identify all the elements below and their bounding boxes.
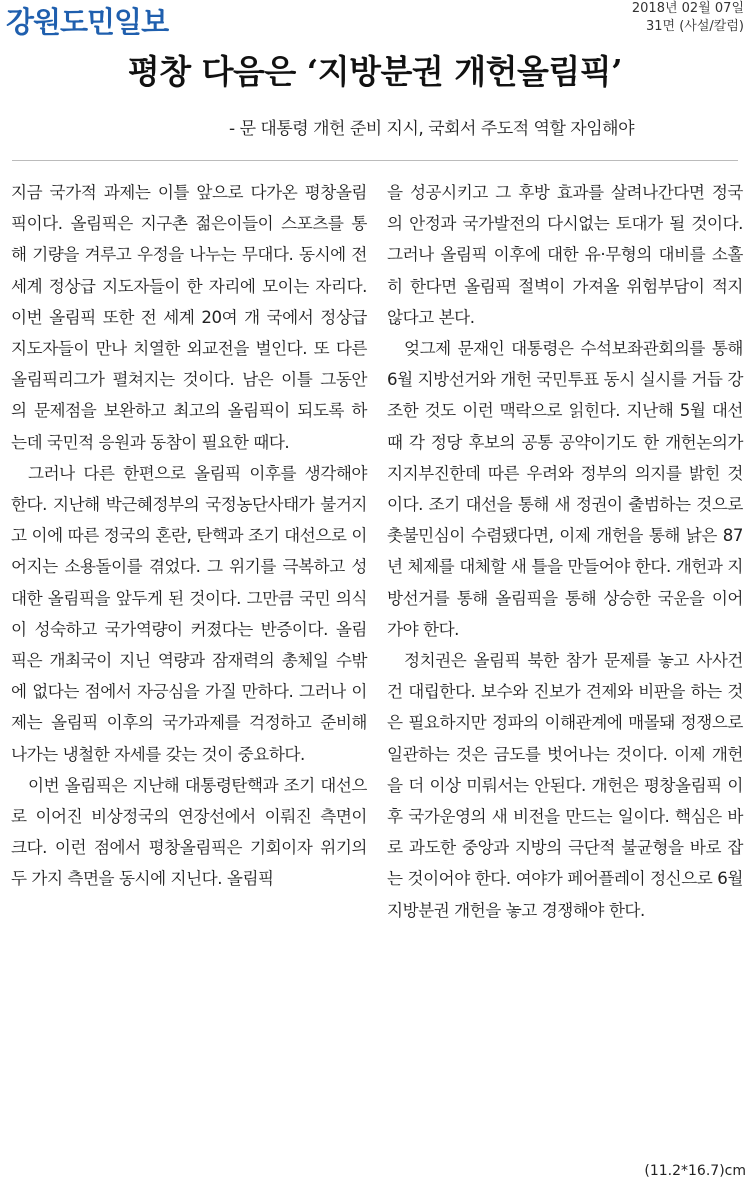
article-column-right — [387, 177, 743, 926]
article-column-left — [11, 177, 367, 895]
page-section: 31면 (사설/칼럼) — [646, 19, 744, 34]
paragraph: 정치권은 올림픽 북한 참가 문제를 놓고 사사건건 대립한다. 보수와 진보가 견제와 비판을 하는 것은 필요하지만 정파의 이해관계에 매몰돼 정쟁으로 일관하는 것은 금도를 벗어나는 것이다. 이제 개헌을 더 이상 미뤄서는 안된다. 개헌은 평창올림픽 이후 국가운영의 새 비전을 만드는 일이다. 핵심은 바로 과도한 중앙과 지방의 극단적 불균형을 바로 잡는 것이어야 한다. 여야가 페어플레이 정신으로 6월 지방분권 개헌을 놓고 경쟁해야 한다. — [387, 651, 743, 920]
newspaper-logo: 강원도민일보 — [6, 5, 169, 39]
article-size-note: (11.2*16.7)cm — [644, 1163, 746, 1179]
header-divider — [12, 160, 738, 161]
paragraph: 그러나 다른 한편으로 올림픽 이후를 생각해야 한다. 지난해 박근혜정부의 국정농단사태가 불거지고 이에 따른 정국의 혼란, 탄핵과 조기 대선으로 이어지는 소용돌이를 겪었다. 그 위기를 극복하고 성대한 올림픽을 앞두게 된 것이다. 그만큼 국민 의식이 성숙하고 국가역량이 커졌다는 반증이다. 올림픽은 개최국이 지닌 역량과 잠재력의 총체일 수밖에 없다는 점에서 자긍심을 가질 만하다. 그러나 이제는 올림픽 이후의 국가과제를 걱정하고 준비해 나가는 냉철한 자세를 갖는 것이 중요하다. — [11, 463, 367, 764]
article-subheadline: - 문 대통령 개헌 준비 지시, 국회서 주도적 역할 자임해야 — [229, 119, 634, 139]
paragraph: 을 성공시키고 그 후방 효과를 살려나간다면 정국의 안정과 국가발전의 다시없는 토대가 될 것이다. 그러나 올림픽 이후에 대한 유·무형의 대비를 소홀히 한다면 올림픽 절벽이 가져올 위험부담이 적지 않다고 본다. — [387, 183, 743, 327]
publication-meta — [632, 0, 744, 36]
article-headline: 평창 다음은 ‘지방분권 개헌올림픽’ — [127, 52, 623, 91]
publication-date: 2018년 02월 07일 — [631, 1, 744, 16]
paragraph: 지금 국가적 과제는 이틀 앞으로 다가온 평창올림픽이다. 올림픽은 지구촌 젊은이들이 스포츠를 통해 기량을 겨루고 우정을 나누는 무대다. 동시에 전 세계 정상급 지도자들이 한 자리에 모이는 자리다. 이번 올림픽 또한 전 세계 20여 개 국에서 정상급 지도자들이 만나 치열한 외교전을 벌인다. 또 다른 올림픽리그가 펼쳐지는 것이다. 남은 이틀 그동안의 문제점을 보완하고 최고의 올림픽이 되도록 하는데 국민적 응원과 동참이 필요한 때다. — [11, 183, 367, 452]
paragraph: 엊그제 문재인 대통령은 수석보좌관회의를 통해 6월 지방선거와 개헌 국민투표 동시 실시를 거듭 강조한 것도 이런 맥락으로 읽힌다. 지난해 5월 대선 때 각 정당 후보의 공통 공약이기도 한 개헌논의가 지지부진한데 따른 우려와 정부의 의지를 밝힌 것이다. 조기 대선을 통해 새 정권이 출범하는 것으로 촛불민심이 수렴됐다면, 이제 개헌을 통해 낡은 87년 체제를 대체할 새 틀을 만들어야 한다. 개헌과 지방선거를 통해 올림픽을 통해 상승한 국운을 이어가야 한다. — [387, 339, 743, 639]
paragraph: 이번 올림픽은 지난해 대통령탄핵과 조기 대선으로 이어진 비상정국의 연장선에서 이뤄진 측면이 크다. 이런 점에서 평창올림픽은 기회이자 위기의 두 가지 측면을 동시에 지닌다. 올림픽 — [11, 775, 367, 889]
